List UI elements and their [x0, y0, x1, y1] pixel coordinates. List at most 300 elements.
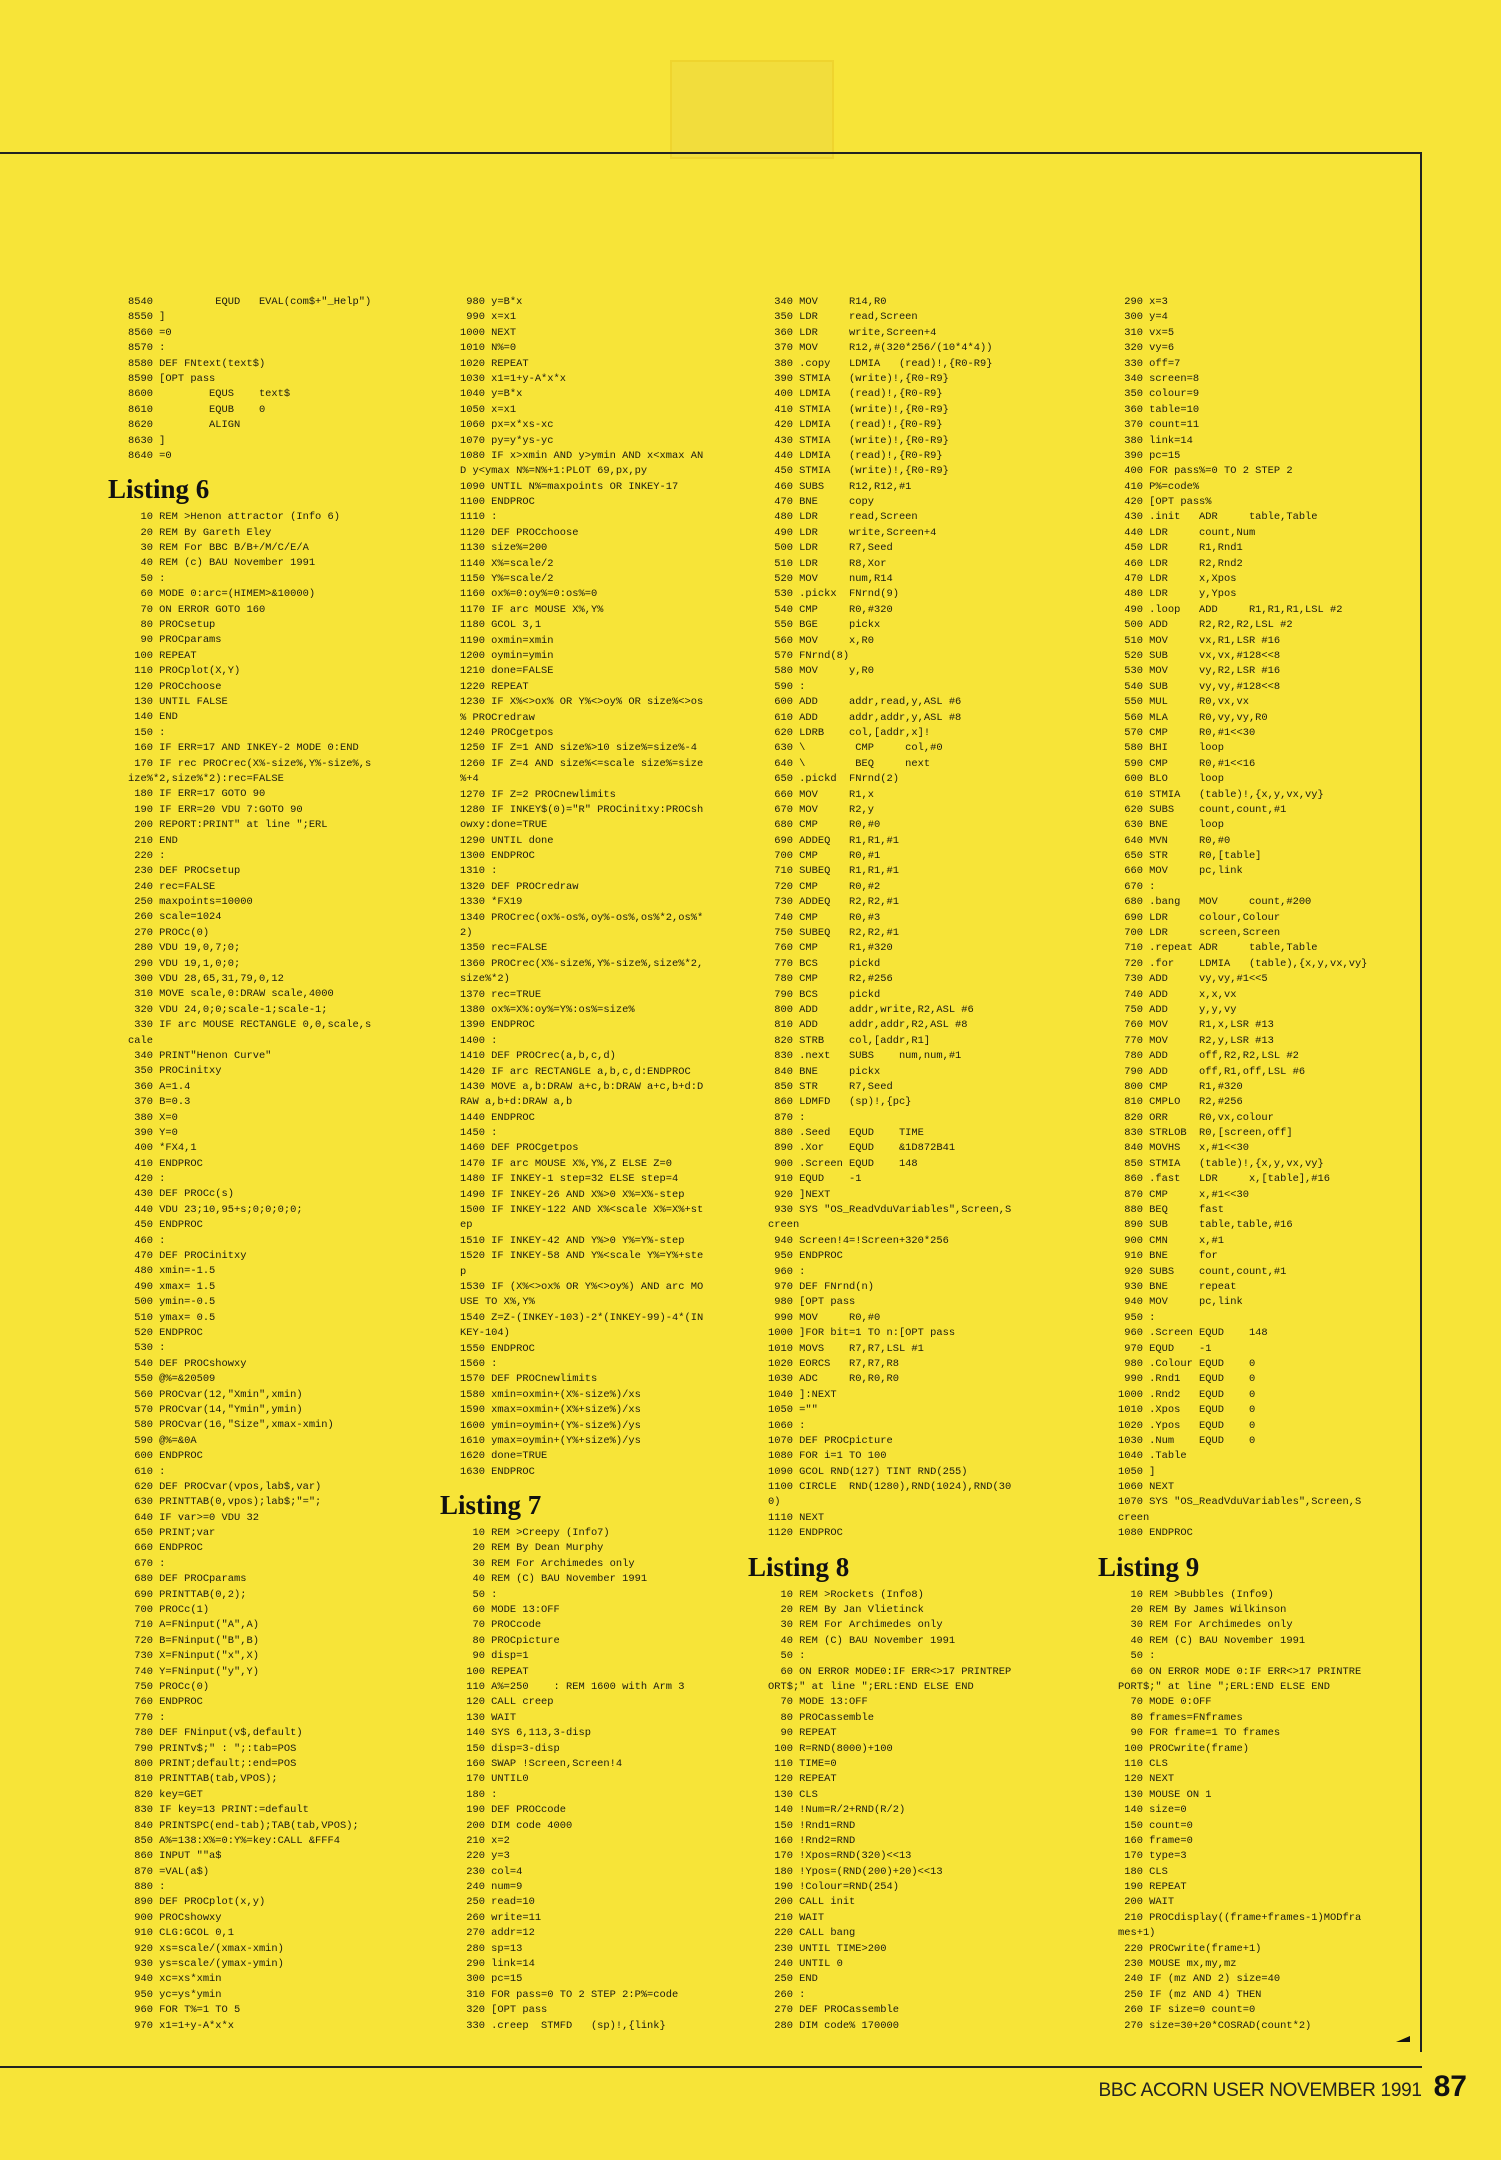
listing-column-3: [748, 295, 1088, 2034]
code-line: 400 FOR pass%=0 TO 2 STEP 2: [1118, 465, 1293, 478]
code-line: 8630 ]: [128, 434, 166, 447]
code-line: 970 x1=1+y-A*x*x: [128, 2019, 235, 2032]
code-line: 720 .for LDMIA (table),{x,y,vx,vy}: [1118, 957, 1368, 970]
code-line: 220 PROCwrite(frame+1): [1118, 1942, 1262, 1955]
magazine-issue-line: BBC ACORN USER NOVEMBER 1991: [1098, 2080, 1422, 2101]
code-line: 280 DIM code% 170000: [768, 2019, 899, 2032]
code-line: 180 CLS: [1118, 1865, 1168, 1878]
code-line: 130 WAIT: [460, 1711, 517, 1724]
code-line: 50 :: [1118, 1650, 1156, 1663]
code-line: 540 SUB vy,vy,#128<<8: [1118, 680, 1281, 693]
code-line: 270 PROCc(0): [128, 926, 210, 939]
code-line: 160 IF ERR=17 AND INKEY-2 MODE 0:END: [128, 742, 359, 755]
code-line: 770 MOV R2,y,LSR #13: [1118, 1034, 1274, 1047]
code-line: 70 MODE 0:OFF: [1118, 1696, 1212, 1709]
code-line: 310 MOVE scale,0:DRAW scale,4000: [128, 988, 334, 1001]
code-line: 810 CMPLO R2,#256: [1118, 1096, 1243, 1109]
code-line: 160 frame=0: [1118, 1834, 1193, 1847]
code-line: 750 SUBEQ R2,R2,#1: [768, 927, 899, 940]
code-line: 320 [OPT pass: [460, 2004, 548, 2017]
code-line: 660 MOV pc,link: [1118, 865, 1243, 878]
code-line: 780 CMP R2,#256: [768, 973, 893, 986]
code-line: 240 num=9: [460, 1881, 523, 1894]
code-line: 430 STMIA (write)!,{R0-R9}: [768, 434, 949, 447]
code-line: 950 :: [1118, 1311, 1156, 1324]
code-line: 420 :: [128, 1173, 166, 1186]
code-line: 1500 IF INKEY-122 AND X%<scale X%=X%+st: [460, 1204, 704, 1217]
code-line: 1000 NEXT: [460, 326, 517, 339]
code-line: 60 ON ERROR MODE0:IF ERR<>17 PRINTREP: [768, 1665, 1012, 1678]
code-line: 30 REM For Archimedes only: [460, 1557, 635, 1570]
code-line: 820 STRB col,[addr,R1]: [768, 1034, 931, 1047]
code-line: 1630 ENDPROC: [460, 1465, 535, 1478]
code-line: 640 \ BEQ next: [768, 757, 931, 770]
code-line: 220 :: [128, 849, 166, 862]
code-line: 850 STMIA (table)!,{x,y,vx,vy}: [1118, 1157, 1324, 1170]
code-line: 8580 DEF FNtext(text$): [128, 357, 266, 370]
code-line: PORT$;" at line ";ERL:END ELSE END: [1118, 1680, 1331, 1693]
code-line: 1030 x1=1+y-A*x*x: [460, 372, 567, 385]
code-line: cale: [128, 1034, 153, 1047]
code-line: % PROCredraw: [460, 711, 535, 724]
listing-column-1: [108, 295, 428, 2034]
code-line: 1330 *FX19: [460, 896, 523, 909]
code-line: 20 REM By Gareth Eley: [128, 526, 272, 539]
code-line: 450 ENDPROC: [128, 1219, 203, 1232]
code-line: 210 x=2: [460, 1834, 510, 1847]
code-line: 530 :: [128, 1342, 166, 1355]
code-line: 250 IF (mz AND 4) THEN: [1118, 1988, 1262, 2001]
code-line: 540 CMP R0,#320: [768, 603, 893, 616]
code-line: 660 ENDPROC: [128, 1542, 203, 1555]
code-line: 210 WAIT: [768, 1911, 825, 1924]
code-line: 110 A%=250 : REM 1600 with Arm 3: [460, 1680, 685, 1693]
code-line: 810 PRINTTAB(tab,VPOS);: [128, 1773, 278, 1786]
code-line: 1290 UNTIL done: [460, 834, 554, 847]
code-line: 1370 rec=TRUE: [460, 988, 542, 1001]
code-line: 380 link=14: [1118, 434, 1193, 447]
code-line: 950 yc=ys*ymin: [128, 1988, 222, 2001]
code-line: 750 PROCc(0): [128, 1680, 210, 1693]
code-line: 140 SYS 6,113,3-disp: [460, 1727, 591, 1740]
code-line: 1530 IF (X%<>ox% OR Y%<>oy%) AND arc MO: [460, 1281, 704, 1293]
code-line: 680 CMP R0,#0: [768, 819, 881, 832]
code-line: 880 BEQ fast: [1118, 1204, 1225, 1217]
listing-heading: Listing 6: [108, 474, 210, 505]
code-line: 200 DIM code 4000: [460, 1819, 573, 1832]
code-line: 300 VDU 28,65,31,79,0,12: [128, 973, 284, 986]
code-line: 960 .Screen EQUD 148: [1118, 1327, 1268, 1340]
code-line: 1090 GCOL RND(127) TINT RND(255): [768, 1465, 968, 1478]
code-line: 830 IF key=13 PRINT:=default: [128, 1804, 309, 1817]
code-line: 410 ENDPROC: [128, 1157, 203, 1170]
code-line: 740 ADD x,x,vx: [1118, 988, 1237, 1001]
code-line: 730 ADD vy,vy,#1<<5: [1118, 973, 1268, 986]
code-line: 90 disp=1: [460, 1650, 529, 1663]
code-line: 930 BNE repeat: [1118, 1281, 1237, 1293]
code-line: 1410 DEF PROCrec(a,b,c,d): [460, 1050, 616, 1063]
code-line: 670 :: [128, 1557, 166, 1570]
code-line: 890 DEF PROCplot(x,y): [128, 1896, 266, 1909]
code-line: 320 VDU 24,0;0;scale-1;scale-1;: [128, 1003, 328, 1016]
code-line: 340 screen=8: [1118, 372, 1200, 385]
code-line: 360 LDR write,Screen+4: [768, 326, 937, 339]
end-of-article-mark: [1396, 2036, 1410, 2042]
code-line: 1090 UNTIL N%=maxpoints OR INKEY-17: [460, 480, 679, 493]
code-line: 1430 MOVE a,b:DRAW a+c,b:DRAW a+c,b+d:D: [460, 1080, 704, 1093]
code-line: 570 CMP R0,#1<<30: [1118, 726, 1256, 739]
listing-heading: Listing 8: [748, 1551, 850, 1582]
code-line: 760 ENDPROC: [128, 1696, 203, 1709]
code-line: 370 B=0.3: [128, 1096, 191, 1109]
code-line: 8550 ]: [128, 311, 166, 324]
code-line: 810 ADD addr,addr,R2,ASL #8: [768, 1019, 968, 1032]
code-line: 210 PROCdisplay((frame+frames-1)MODfra: [1118, 1911, 1362, 1924]
code-line: 610 :: [128, 1465, 166, 1478]
code-line: 1150 Y%=scale/2: [460, 573, 554, 586]
code-line: 420 [OPT pass%: [1118, 496, 1212, 509]
code-line: 1230 IF X%<>ox% OR Y%<>oy% OR size%<>os: [460, 696, 704, 709]
code-line: 400 LDMIA (read)!,{R0-R9}: [768, 388, 943, 401]
code-line: RAW a,b+d:DRAW a,b: [460, 1096, 573, 1109]
code-line: 70 MODE 13:OFF: [768, 1696, 868, 1709]
code-line: ORT$;" at line ";ERL:END ELSE END: [768, 1680, 974, 1693]
code-line: 8610 EQUB 0: [128, 403, 266, 416]
code-line: 1060 px=x*xs-xc: [460, 419, 554, 432]
code-line: 410 P%=code%: [1118, 480, 1200, 493]
code-line: 1480 IF INKEY-1 step=32 ELSE step=4: [460, 1173, 679, 1186]
code-line: 510 ymax= 0.5: [128, 1311, 216, 1324]
code-line: 930 ys=scale/(ymax-ymin): [128, 1958, 284, 1971]
code-line: 330 .creep STMFD (sp)!,{link}: [460, 2019, 666, 2032]
code-line: 640 MVN R0,#0: [1118, 834, 1231, 847]
code-line: 240 IF (mz AND 2) size=40: [1118, 1973, 1281, 1986]
code-line: 1070 SYS "OS_ReadVduVariables",Screen,S: [1118, 1496, 1362, 1509]
code-line: 390 STMIA (write)!,{R0-R9}: [768, 372, 949, 385]
code-line: 150 disp=3-disp: [460, 1742, 560, 1755]
code-line: 150 :: [128, 726, 166, 739]
code-line: 590 :: [768, 680, 806, 693]
code-line: 720 B=FNinput("B",B): [128, 1634, 259, 1647]
code-line: 520 ENDPROC: [128, 1327, 203, 1339]
code-line: 860 INPUT ""a$: [128, 1850, 222, 1863]
code-line: 120 NEXT: [1118, 1773, 1175, 1786]
code-line: 510 LDR R8,Xor: [768, 557, 887, 570]
code-line: 610 STMIA (table)!,{x,y,vx,vy}: [1118, 788, 1324, 801]
code-line: 480 xmin=-1.5: [128, 1265, 216, 1278]
code-line: 8620 ALIGN: [128, 419, 241, 432]
code-line: 630 PRINTTAB(0,vpos);lab$;"=";: [128, 1496, 322, 1509]
code-line: 1020 REPEAT: [460, 357, 529, 370]
code-line: 1130 size%=200: [460, 542, 548, 555]
code-line: 50 :: [460, 1588, 498, 1601]
code-line: 970 DEF FNrnd(n): [768, 1281, 875, 1293]
code-line: 1590 xmax=oxmin+(X%+size%)/xs: [460, 1404, 641, 1417]
code-line: 960 FOR T%=1 TO 5: [128, 2004, 241, 2017]
code-line: 850 A%=138:X%=0:Y%=key:CALL &FFF4: [128, 1834, 341, 1847]
code-line: 550 @%=&20509: [128, 1373, 216, 1386]
code-line: 670 :: [1118, 880, 1156, 893]
code-line: 1080 IF x>xmin AND y>ymin AND x<xmax AN: [460, 449, 704, 462]
code-line: 910 EQUD -1: [768, 1173, 862, 1186]
code-line: 260 write=11: [460, 1911, 542, 1924]
code-line: 490 LDR write,Screen+4: [768, 526, 937, 539]
code-line: 700 CMP R0,#1: [768, 850, 881, 863]
code-line: 560 PROCvar(12,"Xmin",xmin): [128, 1388, 303, 1401]
code-line: 1110 NEXT: [768, 1511, 825, 1524]
code-line: 310 vx=5: [1118, 326, 1175, 339]
code-line: 820 ORR R0,vx,colour: [1118, 1111, 1274, 1124]
code-line: 580 MOV y,R0: [768, 665, 875, 678]
code-line: %+4: [460, 773, 479, 786]
code-line: 230 MOUSE mx,my,mz: [1118, 1958, 1237, 1971]
code-line: 840 BNE pickx: [768, 1065, 881, 1078]
code-line: 80 PROCassemble: [768, 1711, 875, 1724]
code-line: 220 CALL bang: [768, 1927, 856, 1940]
code-line: 1420 IF arc RECTANGLE a,b,c,d:ENDPROC: [460, 1065, 691, 1078]
code-line: 270 DEF PROCassemble: [768, 2004, 899, 2017]
code-line: 570 PROCvar(14,"Ymin",ymin): [128, 1403, 303, 1416]
code-line: 270 addr=12: [460, 1927, 535, 1940]
code-line: 880 :: [128, 1881, 166, 1894]
code-line: 260 :: [768, 1988, 806, 2001]
code-line: 10 REM >Bubbles (Info9): [1118, 1588, 1274, 1601]
code-line: 1560 :: [460, 1357, 498, 1370]
code-line: 290 x=3: [1118, 296, 1168, 308]
code-line: 110 PROCplot(X,Y): [128, 665, 241, 678]
code-line: 470 DEF PROCinitxy: [128, 1250, 247, 1263]
code-line: 340 MOV R14,R0: [768, 296, 887, 308]
code-line: 100 REPEAT: [128, 649, 197, 662]
code-line: 500 LDR R7,Seed: [768, 542, 893, 555]
code-line: D y<ymax N%=N%+1:PLOT 69,px,py: [460, 465, 648, 478]
code-line: 900 PROCshowxy: [128, 1911, 222, 1924]
code-line: 1510 IF INKEY-42 AND Y%>0 Y%=Y%-step: [460, 1234, 685, 1247]
code-line: 200 CALL init: [768, 1896, 856, 1909]
code-line: 640 IF var>=0 VDU 32: [128, 1511, 259, 1524]
code-line: 8560 =0: [128, 326, 172, 339]
code-line: 740 Y=FNinput("y",Y): [128, 1665, 259, 1678]
code-line: 460 :: [128, 1234, 166, 1247]
code-line: 1270 IF Z=2 PROCnewlimits: [460, 788, 616, 801]
code-line: 650 PRINT;var: [128, 1527, 216, 1540]
code-line: 700 LDR screen,Screen: [1118, 927, 1281, 940]
listing-column-4: [1098, 295, 1418, 2034]
code-line: 10 REM >Creepy (Info7): [460, 1527, 610, 1540]
code-line: 770 :: [128, 1711, 166, 1724]
code-line: 1010 MOVS R7,R7,LSL #1: [768, 1342, 924, 1355]
code-line: 80 PROCsetup: [128, 619, 216, 632]
code-line: p: [460, 1265, 467, 1278]
code-line: 140 size=0: [1118, 1804, 1187, 1817]
code-line: 780 DEF FNinput(v$,default): [128, 1727, 303, 1740]
code-line: 990 x=x1: [460, 311, 517, 324]
code-line: 1200 oymin=ymin: [460, 649, 554, 662]
code-line: 130 CLS: [768, 1788, 818, 1801]
code-line: 940 Screen!4=!Screen+320*256: [768, 1234, 949, 1247]
code-line: 1520 IF INKEY-58 AND Y%<scale Y%=Y%+ste: [460, 1250, 704, 1263]
code-line: 80 frames=FNframes: [1118, 1711, 1243, 1724]
code-line: 190 !Colour=RND(254): [768, 1881, 899, 1894]
code-line: 440 LDR count,Num: [1118, 526, 1256, 539]
code-line: 1000 ]FOR bit=1 TO n:[OPT pass: [768, 1327, 956, 1340]
code-line: 450 LDR R1,Rnd1: [1118, 542, 1243, 555]
code-line: 30 REM For Archimedes only: [768, 1619, 943, 1632]
code-line: 60 MODE 13:OFF: [460, 1604, 560, 1617]
code-line: 790 ADD off,R1,off,LSL #6: [1118, 1065, 1306, 1078]
code-line: 750 ADD y,y,vy: [1118, 1003, 1237, 1016]
code-line: 180 IF ERR=17 GOTO 90: [128, 788, 266, 801]
code-line: 710 A=FNinput("A",A): [128, 1619, 259, 1632]
code-line: 1390 ENDPROC: [460, 1019, 535, 1032]
code-line: 1110 :: [460, 511, 498, 524]
code-line: 170 IF rec PROCrec(X%-size%,Y%-size%,s: [128, 757, 372, 770]
code-line: 260 IF size=0 count=0: [1118, 2004, 1256, 2017]
code-line: 730 X=FNinput("x",X): [128, 1650, 259, 1663]
code-line: 560 MOV x,R0: [768, 634, 875, 647]
code-line: 290 link=14: [460, 1958, 535, 1971]
code-line: 180 :: [460, 1788, 498, 1801]
code-line: 110 CLS: [1118, 1757, 1168, 1770]
code-line: 1540 Z=Z-(INKEY-103)-2*(INKEY-99)-4*(IN: [460, 1311, 704, 1324]
code-line: 770 BCS pickd: [768, 957, 881, 970]
code-line: 1320 DEF PROCredraw: [460, 880, 579, 893]
code-line: 780 ADD off,R2,R2,LSL #2: [1118, 1050, 1299, 1063]
code-line: 530 MOV vy,R2,LSR #16: [1118, 665, 1281, 678]
code-line: 900 .Screen EQUD 148: [768, 1157, 918, 1170]
code-line: 220 y=3: [460, 1850, 510, 1863]
code-line: 1180 GCOL 3,1: [460, 619, 542, 632]
code-line: 0): [768, 1496, 781, 1509]
code-line: 1400 :: [460, 1034, 498, 1047]
code-line: 1040 ]:NEXT: [768, 1388, 837, 1401]
code-line: 800 CMP R1,#320: [1118, 1080, 1243, 1093]
code-line: 1050 ="": [768, 1404, 818, 1417]
code-line: 1000 .Rnd2 EQUD 0: [1118, 1388, 1256, 1401]
code-line: 890 .Xor EQUD &1D872B41: [768, 1142, 956, 1155]
code-line: 370 count=11: [1118, 419, 1200, 432]
code-line: 350 LDR read,Screen: [768, 311, 918, 324]
code-line: 580 BHI loop: [1118, 742, 1225, 755]
code-line: 740 CMP R0,#3: [768, 911, 881, 924]
code-line: mes+1): [1118, 1927, 1156, 1940]
code-line: 1160 ox%=0:oy%=0:os%=0: [460, 588, 598, 601]
code-line: 860 .fast LDR x,[table],#16: [1118, 1173, 1331, 1186]
code-line: 120 REPEAT: [768, 1773, 837, 1786]
code-line: 90 PROCparams: [128, 634, 222, 647]
code-line: 80 PROCpicture: [460, 1634, 560, 1647]
code-line: 1140 X%=scale/2: [460, 557, 554, 570]
code-line: 960 :: [768, 1265, 806, 1278]
code-line: 910 CLG:GCOL 0,1: [128, 1927, 235, 1940]
code-line: 1050 x=x1: [460, 403, 517, 416]
code-line: 930 SYS "OS_ReadVduVariables",Screen,S: [768, 1204, 1012, 1217]
code-line: 1240 PROCgetpos: [460, 726, 554, 739]
code-line: 490 .loop ADD R1,R1,R1,LSL #2: [1118, 603, 1343, 616]
page-footer: [1098, 2070, 1467, 2104]
code-line: 1080 FOR i=1 TO 100: [768, 1450, 887, 1463]
code-line: 850 STR R7,Seed: [768, 1080, 893, 1093]
code-line: 190 REPEAT: [1118, 1881, 1187, 1894]
code-line: 50 :: [128, 572, 166, 585]
code-line: 40 REM (C) BAU November 1991: [768, 1634, 956, 1647]
code-line: 2): [460, 927, 473, 940]
code-line: 1580 xmin=oxmin+(X%-size%)/xs: [460, 1388, 641, 1401]
code-line: 200 WAIT: [1118, 1896, 1175, 1909]
code-line: 1550 ENDPROC: [460, 1342, 535, 1355]
code-line: 430 DEF PROCc(s): [128, 1188, 235, 1201]
code-line: 170 !Xpos=RND(320)<<13: [768, 1850, 912, 1863]
code-line: 1010 .Xpos EQUD 0: [1118, 1404, 1256, 1417]
code-line: 460 SUBS R12,R12,#1: [768, 480, 912, 493]
code-line: 150 !Rnd1=RND: [768, 1819, 856, 1832]
code-line: 880 .Seed EQUD TIME: [768, 1127, 924, 1140]
code-line: 280 sp=13: [460, 1942, 523, 1955]
code-line: 330 off=7: [1118, 357, 1181, 370]
code-line: 1250 IF Z=1 AND size%>10 size%=size%-4: [460, 742, 697, 755]
code-line: 690 ADDEQ R1,R1,#1: [768, 834, 899, 847]
code-line: 540 DEF PROCshowxy: [128, 1357, 247, 1370]
code-line: 260 scale=1024: [128, 911, 222, 924]
code-line: 1340 PROCrec(ox%-os%,oy%-os%,os%*2,os%*: [460, 911, 704, 924]
code-line: 1600 ymin=oymin+(Y%-size%)/ys: [460, 1419, 641, 1432]
code-line: 980 .Colour EQUD 0: [1118, 1357, 1256, 1370]
code-line: 1440 ENDPROC: [460, 1111, 535, 1124]
code-line: 8600 EQUS text$: [128, 388, 291, 401]
code-line: 140 END: [128, 711, 178, 724]
code-line: 700 PROCc(1): [128, 1604, 210, 1617]
code-line: 1360 PROCrec(X%-size%,Y%-size%,size%*2,: [460, 957, 704, 970]
code-line: 890 SUB table,table,#16: [1118, 1219, 1293, 1232]
code-line: 40 REM (C) BAU November 1991: [1118, 1634, 1306, 1647]
code-line: 630 \ CMP col,#0: [768, 742, 943, 755]
code-line: 180 !Ypos=(RND(200)+20)<<13: [768, 1865, 943, 1878]
code-line: 290 VDU 19,1,0;0;: [128, 957, 241, 970]
code-line: 360 A=1.4: [128, 1080, 191, 1093]
code-line: 1350 rec=FALSE: [460, 942, 548, 955]
code-line: 90 REPEAT: [768, 1727, 837, 1740]
code-line: 790 PRINTv$;" : ";:tab=POS: [128, 1742, 297, 1755]
code-line: 710 SUBEQ R1,R1,#1: [768, 865, 899, 878]
code-line: 40 REM (c) BAU November 1991: [128, 557, 316, 570]
code-line: 430 .init ADR table,Table: [1118, 511, 1318, 524]
code-line: creen: [768, 1219, 800, 1232]
code-line: 1020 .Ypos EQUD 0: [1118, 1419, 1256, 1432]
code-line: 1380 ox%=X%:oy%=Y%:os%=size%: [460, 1003, 635, 1016]
code-line: 1620 done=TRUE: [460, 1450, 548, 1463]
code-line: 1210 done=FALSE: [460, 665, 554, 678]
code-line: 8640 =0: [128, 449, 172, 462]
code-line: 1220 REPEAT: [460, 680, 529, 693]
code-line: 680 .bang MOV count,#200: [1118, 896, 1312, 909]
code-line: 760 MOV R1,x,LSR #13: [1118, 1019, 1274, 1032]
code-line: 160 !Rnd2=RND: [768, 1834, 856, 1847]
code-line: 210 END: [128, 834, 178, 847]
code-line: 310 FOR pass=0 TO 2 STEP 2:P%=code: [460, 1988, 679, 2001]
code-line: 1100 CIRCLE RND(1280),RND(1024),RND(30: [768, 1481, 1012, 1494]
code-line: 620 LDRB col,[addr,x]!: [768, 726, 931, 739]
code-line: 1260 IF Z=4 AND size%<=scale size%=size: [460, 757, 704, 770]
code-line: 420 LDMIA (read)!,{R0-R9}: [768, 419, 943, 432]
code-line: 590 @%=&0A: [128, 1434, 197, 1447]
code-line: 870 =VAL(a$): [128, 1865, 210, 1878]
code-line: 100 R=RND(8000)+100: [768, 1742, 893, 1755]
code-line: 870 :: [768, 1111, 806, 1124]
code-line: 460 LDR R2,Rnd2: [1118, 557, 1243, 570]
code-line: 1300 ENDPROC: [460, 850, 535, 863]
code-line: 440 VDU 23;10,95+s;0;0;0;0;: [128, 1203, 303, 1216]
code-line: 320 vy=6: [1118, 342, 1175, 355]
